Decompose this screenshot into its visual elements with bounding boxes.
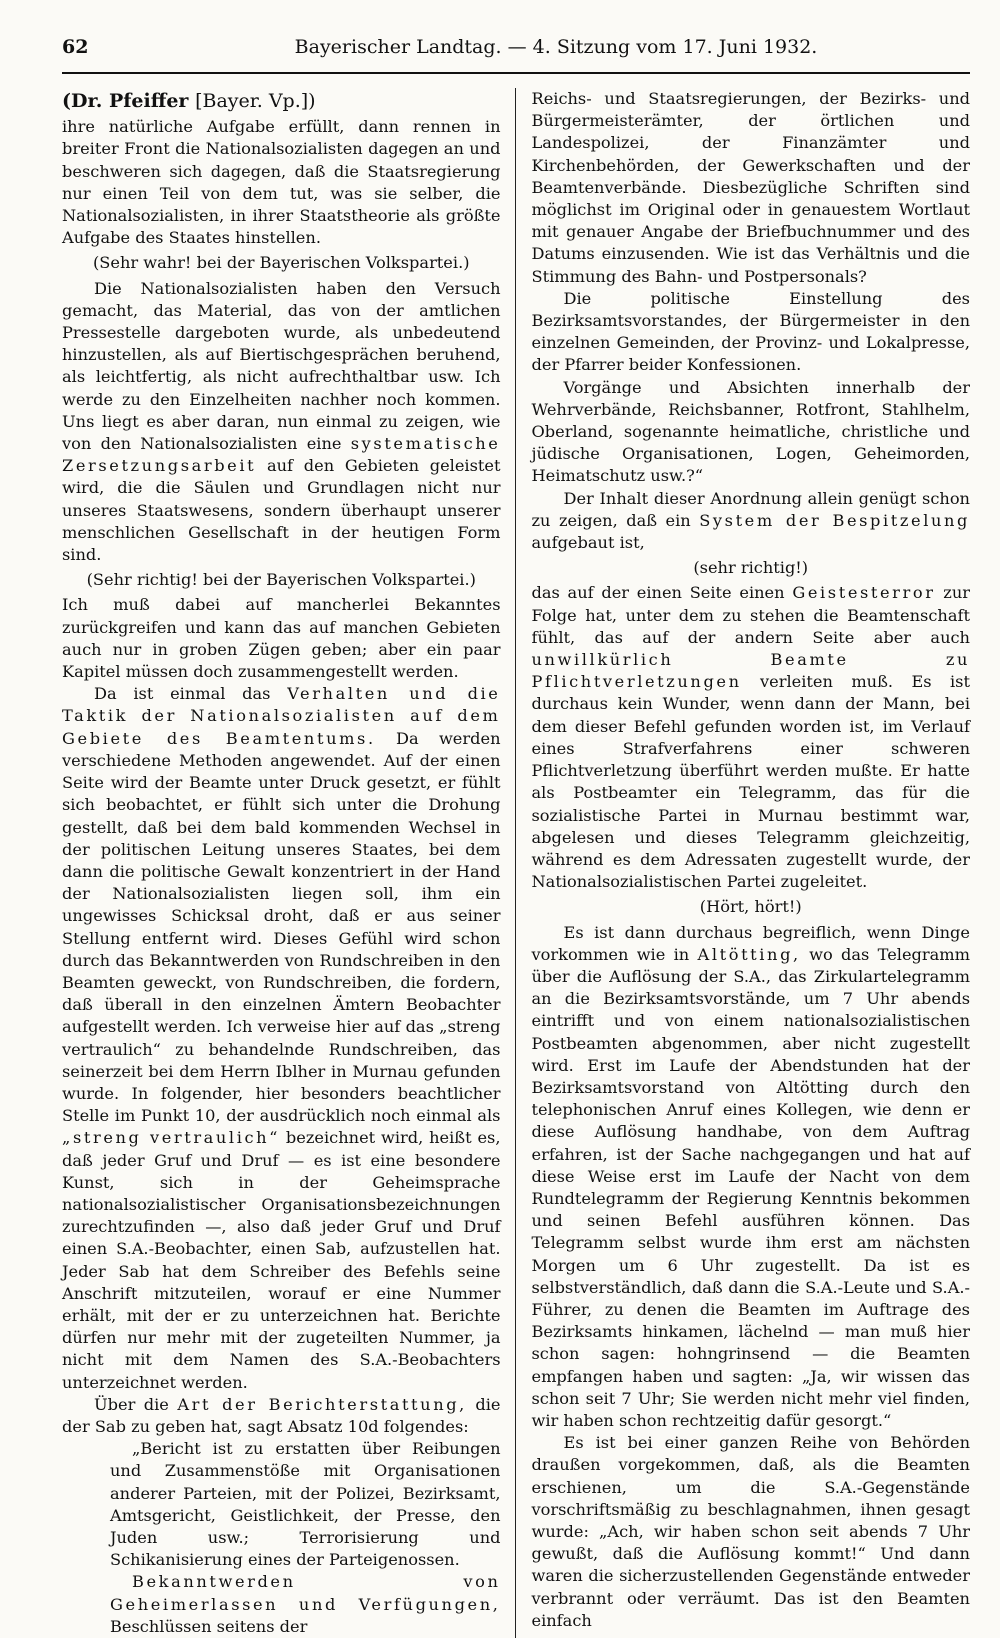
text-run: wo das Telegramm über die Auflösung der S.A., das Zirkulartelegramm an die Bezirksamtsvorstände, um 7 Uhr abends eintrifft und von einem nationalsozialistischen Postbeamten abgenommen, aber nicht zugestellt wird. Erst im Laufe der Abendstunden hat der Bezirksamtsvorstand von Altötting durch den telephonischen Anruf eines Kollegen, wie denn er diese Auflösung handhabe, von dem Auftrag erfahren, ist der Sache nachgegangen und hat auf diese Weise erst im Laufe der Nacht von dem Rundtelegramm der Regierung Kenntnis bekommen und seinen Befehl ausführen können. Das Telegramm selbst wurde ihm erst am nächsten Morgen um 6 Uhr zugestellt. Da ist es selbstverständlich, daß dann die S.A.-Leute und S.A.-Führer, zu denen die Beamten im Auftrage des Bezirksamts hinkamen, lächelnd — man muß hier schon sagen: hohngrinsend — die Beamten empfangen haben und sagten: „Ja, wir wissen das schon seit 7 Uhr; Sie werden nicht mehr viel finden, wir haben schon rechtzeitig dafür gesorgt.“ (531, 944, 970, 1430)
paragraph (62, 278, 501, 567)
speaker-party: [Bayer. Vp.]) (195, 90, 316, 112)
paragraph (532, 922, 971, 1433)
right-column (515, 88, 971, 1638)
interjection: (sehr richtig!) (693, 558, 809, 578)
speaker-line (62, 90, 501, 112)
quotation: Die politische Einstellung des Bezirksamtsvorstandes, der Bürgermeister in den einzelnen Gemeinden, der Provinz- und Lokalpresse, der Pfarrer beider Konfessionen. (531, 288, 970, 375)
text-run: zur Folge hat, unter dem zu stehen die Beamtenschaft fühlt, das auf der andern Seite aber auch (531, 583, 970, 647)
left-column (62, 88, 515, 1638)
text-run: die der Sab zu geben hat, sagt Absatz 10d folgendes: (62, 1394, 501, 1436)
spaced-emphasis: Art der Berichterstattung, (177, 1394, 467, 1414)
paragraph (62, 1394, 501, 1438)
spaced-emphasis: Altötting, (697, 944, 801, 964)
interjection: (Hört, hört!) (699, 897, 802, 917)
quotation: Vorgänge und Absichten innerhalb der Wehrverbände, Reichsbanner, Rotfront, Stahlhelm, Oberland, sogenannte heimatliche, christliche und jüdische Organisationen, Logen, Geheimorden, Heimatschutz usw.?“ (531, 377, 970, 486)
interjection: (Sehr wahr! bei der Bayerischen Volkspartei.) (92, 253, 470, 273)
text-run: aufgebaut ist, (531, 533, 645, 553)
running-header (62, 36, 970, 74)
paragraph (532, 582, 971, 893)
text-run: Der Inhalt dieser Anordnung allein genügt schon zu zeigen, daß ein (531, 488, 970, 530)
paragraph (532, 488, 971, 555)
spaced-emphasis: Geistesterror (792, 583, 936, 603)
spaced-emphasis: systematische Zersetzungsarbeit (62, 434, 501, 476)
text-columns (62, 88, 970, 1638)
speaker-name: (Dr. Pfeiffer (62, 90, 189, 112)
interjection: (Sehr richtig! bei der Bayerischen Volkspartei.) (86, 570, 476, 590)
text-run: Es ist dann durchaus begreiflich, wenn Dinge vorkommen wie in (531, 922, 970, 964)
quotation: „Bericht ist zu erstatten über Reibungen und Zusammenstöße mit Organisationen anderer Parteien, mit der Polizei, Bezirksamt, Amtsgericht, Geistlichkeit, der Presse, den Juden usw.; Terrorisierung und Schikanisierung eines der Parteigenossen. (110, 1439, 501, 1570)
text-run: Da werden verschiedene Methoden angewendet. Auf der einen Seite wird der Beamte unter Druck gesetzt, er fühlt sich beobachtet, er fühlt sich unter die Drohung gestellt, daß bei dem bald kommenden Wechsel in der politischen Leitung unseres Staates, bei dem dann die politische Gewalt konzentriert in der Hand der Nationalsozialisten liegen soll, ihm ein ungewisses Schicksal droht, daß er aus seiner Stellung entfernt wird. Dieses Gefühl wird schon durch das Bekanntwerden von Rundschreiben in den Beamten geweckt, von Rundschreiben, die fordern, daß überall in den einzelnen Ämtern Beobachter aufgestellt werden. Ich verweise hier auf das „streng vertraulich“ zu behandelnde Rundschreiben, das seinerzeit bei dem Herrn Iblher in Murnau gefunden wurde. In folgender, hier besonders beachtlicher Stelle im Punkt 10, der ausdrücklich noch einmal als (62, 728, 501, 1126)
text-run: verleiten muß. Es ist durchaus kein Wunder, wenn dann der Mann, bei dem dieser Befehl gefunden worden ist, im Verlauf eines Strafverfahrens einer schweren Pflichtverletzung überführt werden mußte. Er hatte als Postbeamter ein Telegramm, das für die sozialistische Partei in Murnau bestimmt war, abgelesen und dieses Telegramm gleichzeitig, während es dem Adressaten zugestellt wurde, der Nationalsozialistischen Partei zugeleitet. (531, 672, 970, 892)
paragraph: Es ist bei einer ganzen Reihe von Behörden draußen vorgekommen, daß, als die Beamten erschienen, um die S.A.-Gegenstände vorschriftsmäßig zu beschlagnahmen, ihnen gesagt wurde: „Ach, wir haben schon seit abends 7 Uhr gewußt, daß die Auflösung kommt!“ Und dann waren die sicherzustellenden Gegenstände entweder verbrannt oder verräumt. Das ist den Beamten einfach (531, 1433, 970, 1630)
spaced-emphasis: „streng vertraulich“ (62, 1128, 281, 1148)
page-number: 62 (62, 36, 89, 58)
text-run: Über die (94, 1394, 169, 1414)
text-run: Beschlüssen seitens der (110, 1616, 308, 1636)
paragraph (62, 683, 501, 1394)
quotation: Reichs- und Staatsregierungen, der Bezirks- und Bürgermeisterämter, der örtlichen und Landespolizei, der Finanzämter und Kirchenbehörden, der Gewerkschaften und der Beamtenverbände. Diesbezügliche Schriften sind möglichst im Original oder in genauestem Wortlaut mit genauer Angabe der Briefbuchnummer und des Datums einzusenden. Wie ist das Verhältnis und die Stimmung des Bahn- und Postpersonals? (531, 89, 970, 286)
spaced-emphasis: Verhalten und die Taktik der Nationalsozialisten auf dem Gebiete des Beamtentums. (62, 684, 501, 748)
running-title: Bayerischer Landtag. — 4. Sitzung vom 17. Juni 1932. (294, 36, 818, 58)
paragraph: Ich muß dabei auf mancherlei Bekanntes zurückgreifen und kann das auf manchen Gebieten auch nur in groben Zügen geben; aber ein paar Kapitel müssen doch zusammengestellt werden. (62, 595, 501, 682)
text-run: Da ist einmal das (94, 684, 271, 704)
spaced-emphasis: Bekanntwerden von Geheimerlassen und Verfügungen, (110, 1572, 501, 1614)
quotation (110, 1571, 501, 1638)
text-run: das auf der einen Seite einen (531, 583, 785, 603)
spaced-emphasis: unwillkürlich Beamte zu Pflichtverletzungen (531, 650, 970, 692)
text-run: auf den Gebieten geleistet wird, die die Säulen und Grundlagen nicht nur unseres Staatswesens, sondern überhaupt unserer menschlichen Gesellschaft in der heutigen Form sind. (62, 456, 501, 565)
spaced-emphasis: System der Bespitzelung (699, 510, 970, 530)
paragraph: ihre natürliche Aufgabe erfüllt, dann rennen in breiter Front die Nationalsozialisten dagegen an und beschweren sich dagegen, daß die Staatsregierung nur einen Teil von dem tut, was sie selber, die Nationalsozialisten, in ihrer Staatstheorie als größte Aufgabe des Staates hinstellen. (62, 117, 501, 248)
text-run: bezeichnet wird, heißt es, daß jeder Gruf und Druf — es ist eine besondere Kunst, sich in der Geheimsprache nationalsozialistischer Organisationsbezeichnungen zurechtzufinden —, also daß jeder Gruf und Druf einen S.A.-Beobachter, einen Sab, aufzustellen hat. Jeder Sab hat dem Schreiber des Befehls seine Anschrift mitzuteilen, worauf er eine Nummer erhält, mit der er zu unterzeichnen hat. Berichte dürfen nur mehr mit der zugeteilten Nummer, ja nicht mit dem Namen des S.A.-Beobachters unterzeichnet werden. (62, 1128, 501, 1392)
text-run: Die Nationalsozialisten haben den Versuch gemacht, das Material, das von der amtlichen Pressestelle dargeboten wurde, als unbedeutend hinzustellen, als auf Biertischgesprächen beruhend, als leichtfertig, als nicht aufrechthaltbar usw. Ich werde zu den Einzelheiten nachher noch kommen. Uns liegt es aber daran, nun einmal zu zeigen, wie von den Nationalsozialisten eine (62, 278, 501, 454)
